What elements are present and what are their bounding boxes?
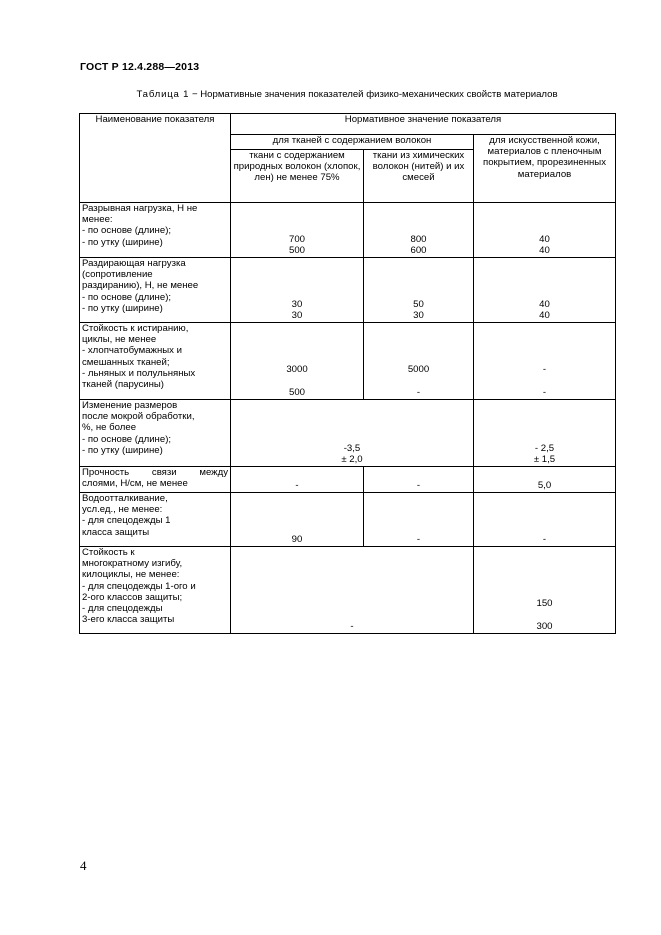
value: 150 xyxy=(536,598,553,610)
value: ± 1,5 xyxy=(533,453,556,465)
indicator-name-line: усл.ед., не менее: xyxy=(82,504,163,516)
leather-value-cell xyxy=(474,467,616,493)
value: - xyxy=(416,386,421,398)
value: 50 xyxy=(413,298,424,310)
indicator-name-line: многократному изгибу, xyxy=(82,558,183,570)
natural-value-cell xyxy=(231,323,364,400)
chemical-value-cell xyxy=(364,203,474,258)
indicator-name-line: раздиранию), Н, не менее xyxy=(82,280,199,292)
norms-table xyxy=(79,113,616,634)
value: 300 xyxy=(536,620,553,632)
indicator-name-line: %, не более xyxy=(82,422,137,434)
indicator-name-line: Стойкость к истиранию, xyxy=(82,323,189,334)
value: 40 xyxy=(539,233,550,245)
leather-value-cell xyxy=(474,203,616,258)
indicator-name-line: - по основе (длине); xyxy=(82,225,172,237)
value: 90 xyxy=(291,533,303,545)
value: 5000 xyxy=(407,364,430,376)
header-chemical-fibers: ткани из химических волокон (нитей) и их смесей xyxy=(364,150,474,203)
page-number: 4 xyxy=(80,858,87,873)
indicator-name-line: - по основе (длине); xyxy=(82,433,172,445)
table-row xyxy=(80,323,616,400)
leather-value-cell xyxy=(474,258,616,323)
indicator-name-line: Изменение размеров xyxy=(82,400,178,411)
value xyxy=(233,376,361,387)
value: - xyxy=(416,479,421,491)
indicator-name-line: - для спецодежды 1-ого и xyxy=(82,580,196,592)
indicator-name-line: смешанных тканей; xyxy=(82,356,170,368)
indicator-name-line: после мокрой обработки, xyxy=(82,411,195,423)
leather-value-cell xyxy=(474,323,616,400)
indicator-name-line: Прочность связи между xyxy=(82,467,228,478)
value: 5,0 xyxy=(537,479,552,491)
natural-value-cell xyxy=(231,258,364,323)
chemical-value-cell xyxy=(364,493,474,547)
value: - xyxy=(295,479,299,491)
value: 40 xyxy=(539,244,550,256)
header-leather: для искусственной кожи, материалов с пленочным покрытием, прорезиненных материалов xyxy=(474,135,616,203)
value: 500 xyxy=(288,244,305,256)
value xyxy=(366,376,471,387)
value: 800 xyxy=(410,233,427,245)
indicator-name-cell xyxy=(80,547,231,634)
indicator-name-cell xyxy=(80,493,231,547)
indicator-name-line: 2-ого классов защиты; xyxy=(82,591,183,603)
indicator-name-line: - по утку (ширине) xyxy=(82,444,163,456)
value: 30 xyxy=(291,309,303,321)
table-row xyxy=(80,493,616,547)
indicator-name-cell xyxy=(80,203,231,258)
value: 30 xyxy=(291,298,303,310)
value: 40 xyxy=(539,309,550,321)
value: - xyxy=(350,620,354,632)
table-row xyxy=(80,258,616,323)
value: - xyxy=(542,386,547,398)
header-normative-value: Нормативное значение показателя xyxy=(231,114,616,135)
indicator-name-line: - льняных и полульняных xyxy=(82,367,196,379)
indicator-name-line: килоциклы, не менее: xyxy=(82,569,180,581)
table-body xyxy=(80,203,616,634)
indicator-name-line: - по утку (ширине) xyxy=(82,302,163,314)
indicator-name-line: тканей (парусины) xyxy=(82,379,164,391)
indicator-name-line: Водоотталкивание, xyxy=(82,493,168,504)
leather-value-cell xyxy=(474,400,616,467)
indicator-name-line: класса защиты xyxy=(82,526,150,538)
value: - xyxy=(542,533,547,545)
table-caption-prefix: Таблица 1 xyxy=(136,89,190,100)
table-caption xyxy=(80,89,614,100)
indicator-name-line: - для спецодежды xyxy=(82,603,163,615)
value: 700 xyxy=(288,233,305,245)
header-name-column: Наименование показателя xyxy=(80,114,231,203)
indicator-name-line: - по основе (длине); xyxy=(82,291,172,303)
value: - xyxy=(542,364,547,376)
value: -3,5 xyxy=(343,442,361,454)
leather-value-cell xyxy=(474,493,616,547)
table-caption-text: − Нормативные значения показателей физико-механических свойств материалов xyxy=(189,89,558,100)
natural-value-cell xyxy=(231,467,364,493)
indicator-name-cell xyxy=(80,323,231,400)
indicator-name-line: менее: xyxy=(82,214,113,226)
value: - 2,5 xyxy=(534,442,555,454)
value: 30 xyxy=(413,309,424,321)
indicator-name-line: Разрывная нагрузка, Н не xyxy=(82,203,198,214)
indicator-name-cell xyxy=(80,467,231,493)
value: 500 xyxy=(288,386,305,398)
value: ± 2,0 xyxy=(341,453,363,465)
indicator-name-line: циклы, не менее xyxy=(82,334,157,346)
indicator-name-line: (сопротивление xyxy=(82,269,153,281)
header-natural-fibers: ткани с содержанием природных волокон (хлопок, лен) не менее 75% xyxy=(231,150,364,203)
indicator-name-line: - для спецодежды 1 xyxy=(82,515,171,527)
fabrics-value-cell xyxy=(231,400,474,467)
indicator-name-line: - по утку (ширине) xyxy=(82,236,163,248)
value: - xyxy=(416,533,421,545)
table-row xyxy=(80,203,616,258)
indicator-name-line: слоями, Н/см, не менее xyxy=(82,478,188,490)
table-row xyxy=(80,400,616,467)
value xyxy=(476,610,613,621)
indicator-name-line: Стойкость к xyxy=(82,547,135,558)
header-fabrics-group: для тканей с содержанием волокон xyxy=(231,135,474,150)
indicator-name-line: Раздирающая нагрузка xyxy=(82,258,186,269)
chemical-value-cell xyxy=(364,258,474,323)
indicator-name-cell xyxy=(80,258,231,323)
chemical-value-cell xyxy=(364,467,474,493)
value: 600 xyxy=(410,244,427,256)
value: 40 xyxy=(539,298,550,310)
fabrics-value-cell xyxy=(231,547,474,634)
value xyxy=(476,376,613,387)
indicator-name-line: - хлопчатобумажных и xyxy=(82,345,182,357)
document-id: ГОСТ Р 12.4.288—2013 xyxy=(80,61,200,73)
natural-value-cell xyxy=(231,203,364,258)
indicator-name-line: 3-его класса защиты xyxy=(82,614,175,626)
natural-value-cell xyxy=(231,493,364,547)
indicator-name-cell xyxy=(80,400,231,467)
chemical-value-cell xyxy=(364,323,474,400)
value: 3000 xyxy=(286,364,308,376)
table-row xyxy=(80,547,616,634)
table-row xyxy=(80,467,616,493)
leather-value-cell xyxy=(474,547,616,634)
